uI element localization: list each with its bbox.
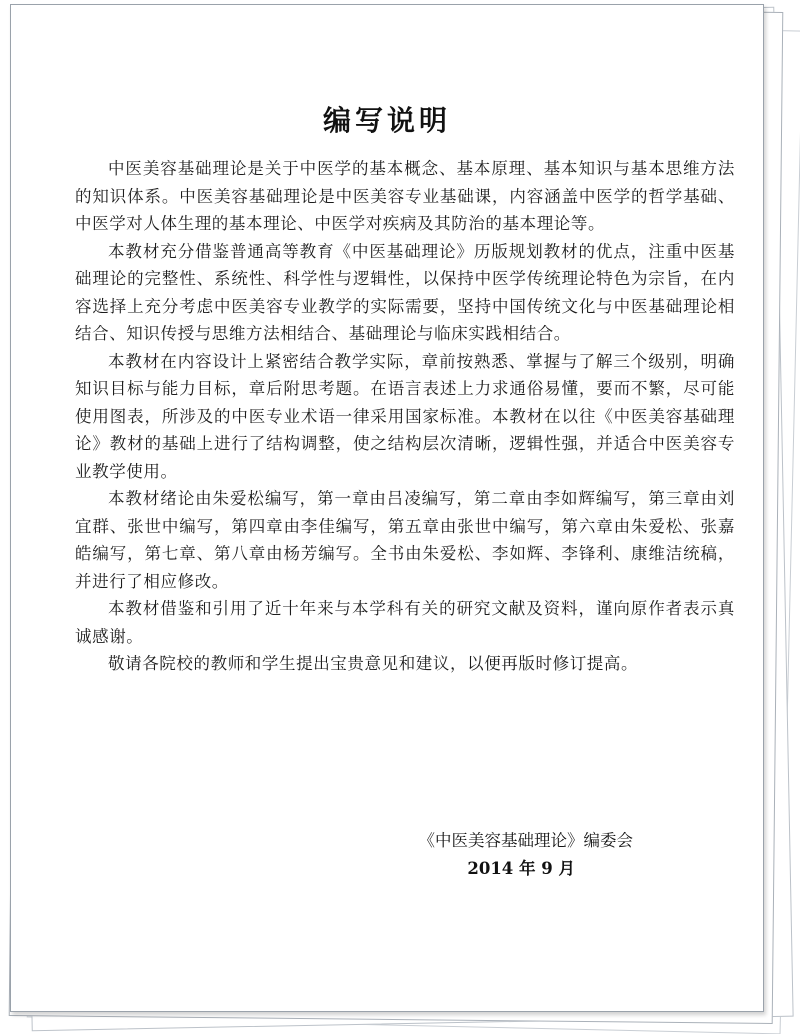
paragraph-feedback: 敬请各院校的教师和学生提出宝贵意见和建议，以便再版时修订提高。 xyxy=(108,654,639,673)
paragraph-acknowledgement: 本教材借鉴和引用了近十年来与本学科有关的研究文献及资料，谨向原作者表示真诚感谢。 xyxy=(75,599,735,646)
signature-date: 2014 年 9 月 xyxy=(467,859,575,878)
paragraph-design: 本教材在内容设计上紧密结合教学实际，章前按熟悉、掌握与了解三个级别，明确知识目标与能力目标，章后附思考题。在语言表述上力求通俗易懂，要而不繁，尽可能使用图表，所涉及的中医专业术语一律采用国家标准。本教材在以往《中医美容基础理论》教材的基础上进行了结构调整，使之结构层次清晰，逻辑性强，并适合中医美容专业教学使用。 xyxy=(75,351,735,481)
paragraph-approach: 本教材充分借鉴普通高等教育《中医基础理论》历版规划教材的优点，注重中医基础理论的完整性、系统性、科学性与逻辑性，以保持中医学传统理论特色为宗旨，在内容选择上充分考虑中医美容专业教学的实际需要，坚持中国传统文化与中医基础理论相结合、知识传授与思维方法相结合、基础理论与临床实践相结合。 xyxy=(75,241,735,343)
signature-committee: 《中医美容基础理论》编委会 xyxy=(418,831,633,850)
signature-block xyxy=(419,827,634,883)
paragraph-intro: 中医美容基础理论是关于中医学的基本概念、基本原理、基本知识与基本思维方法的知识体系。中医美容基础理论是中医美容专业基础课，内容涵盖中医学的哲学基础、中医学对人体生理的基本理论、中医学对疾病及其防治的基本理论等。 xyxy=(75,159,735,233)
document-body xyxy=(75,155,735,678)
paragraph-authors: 本教材绪论由朱爱松编写，第一章由吕凌编写，第二章由李如辉编写，第三章由刘宜群、张世中编写，第四章由李佳编写，第五章由张世中编写，第六章由朱爱松、张嘉皓编写，第七章、第八章由杨芳编写。全书由朱爱松、李如辉、李锋利、康维洁统稿，并进行了相应修改。 xyxy=(75,489,735,591)
page-title: 编写说明 xyxy=(322,104,451,137)
document-page xyxy=(10,4,764,1012)
